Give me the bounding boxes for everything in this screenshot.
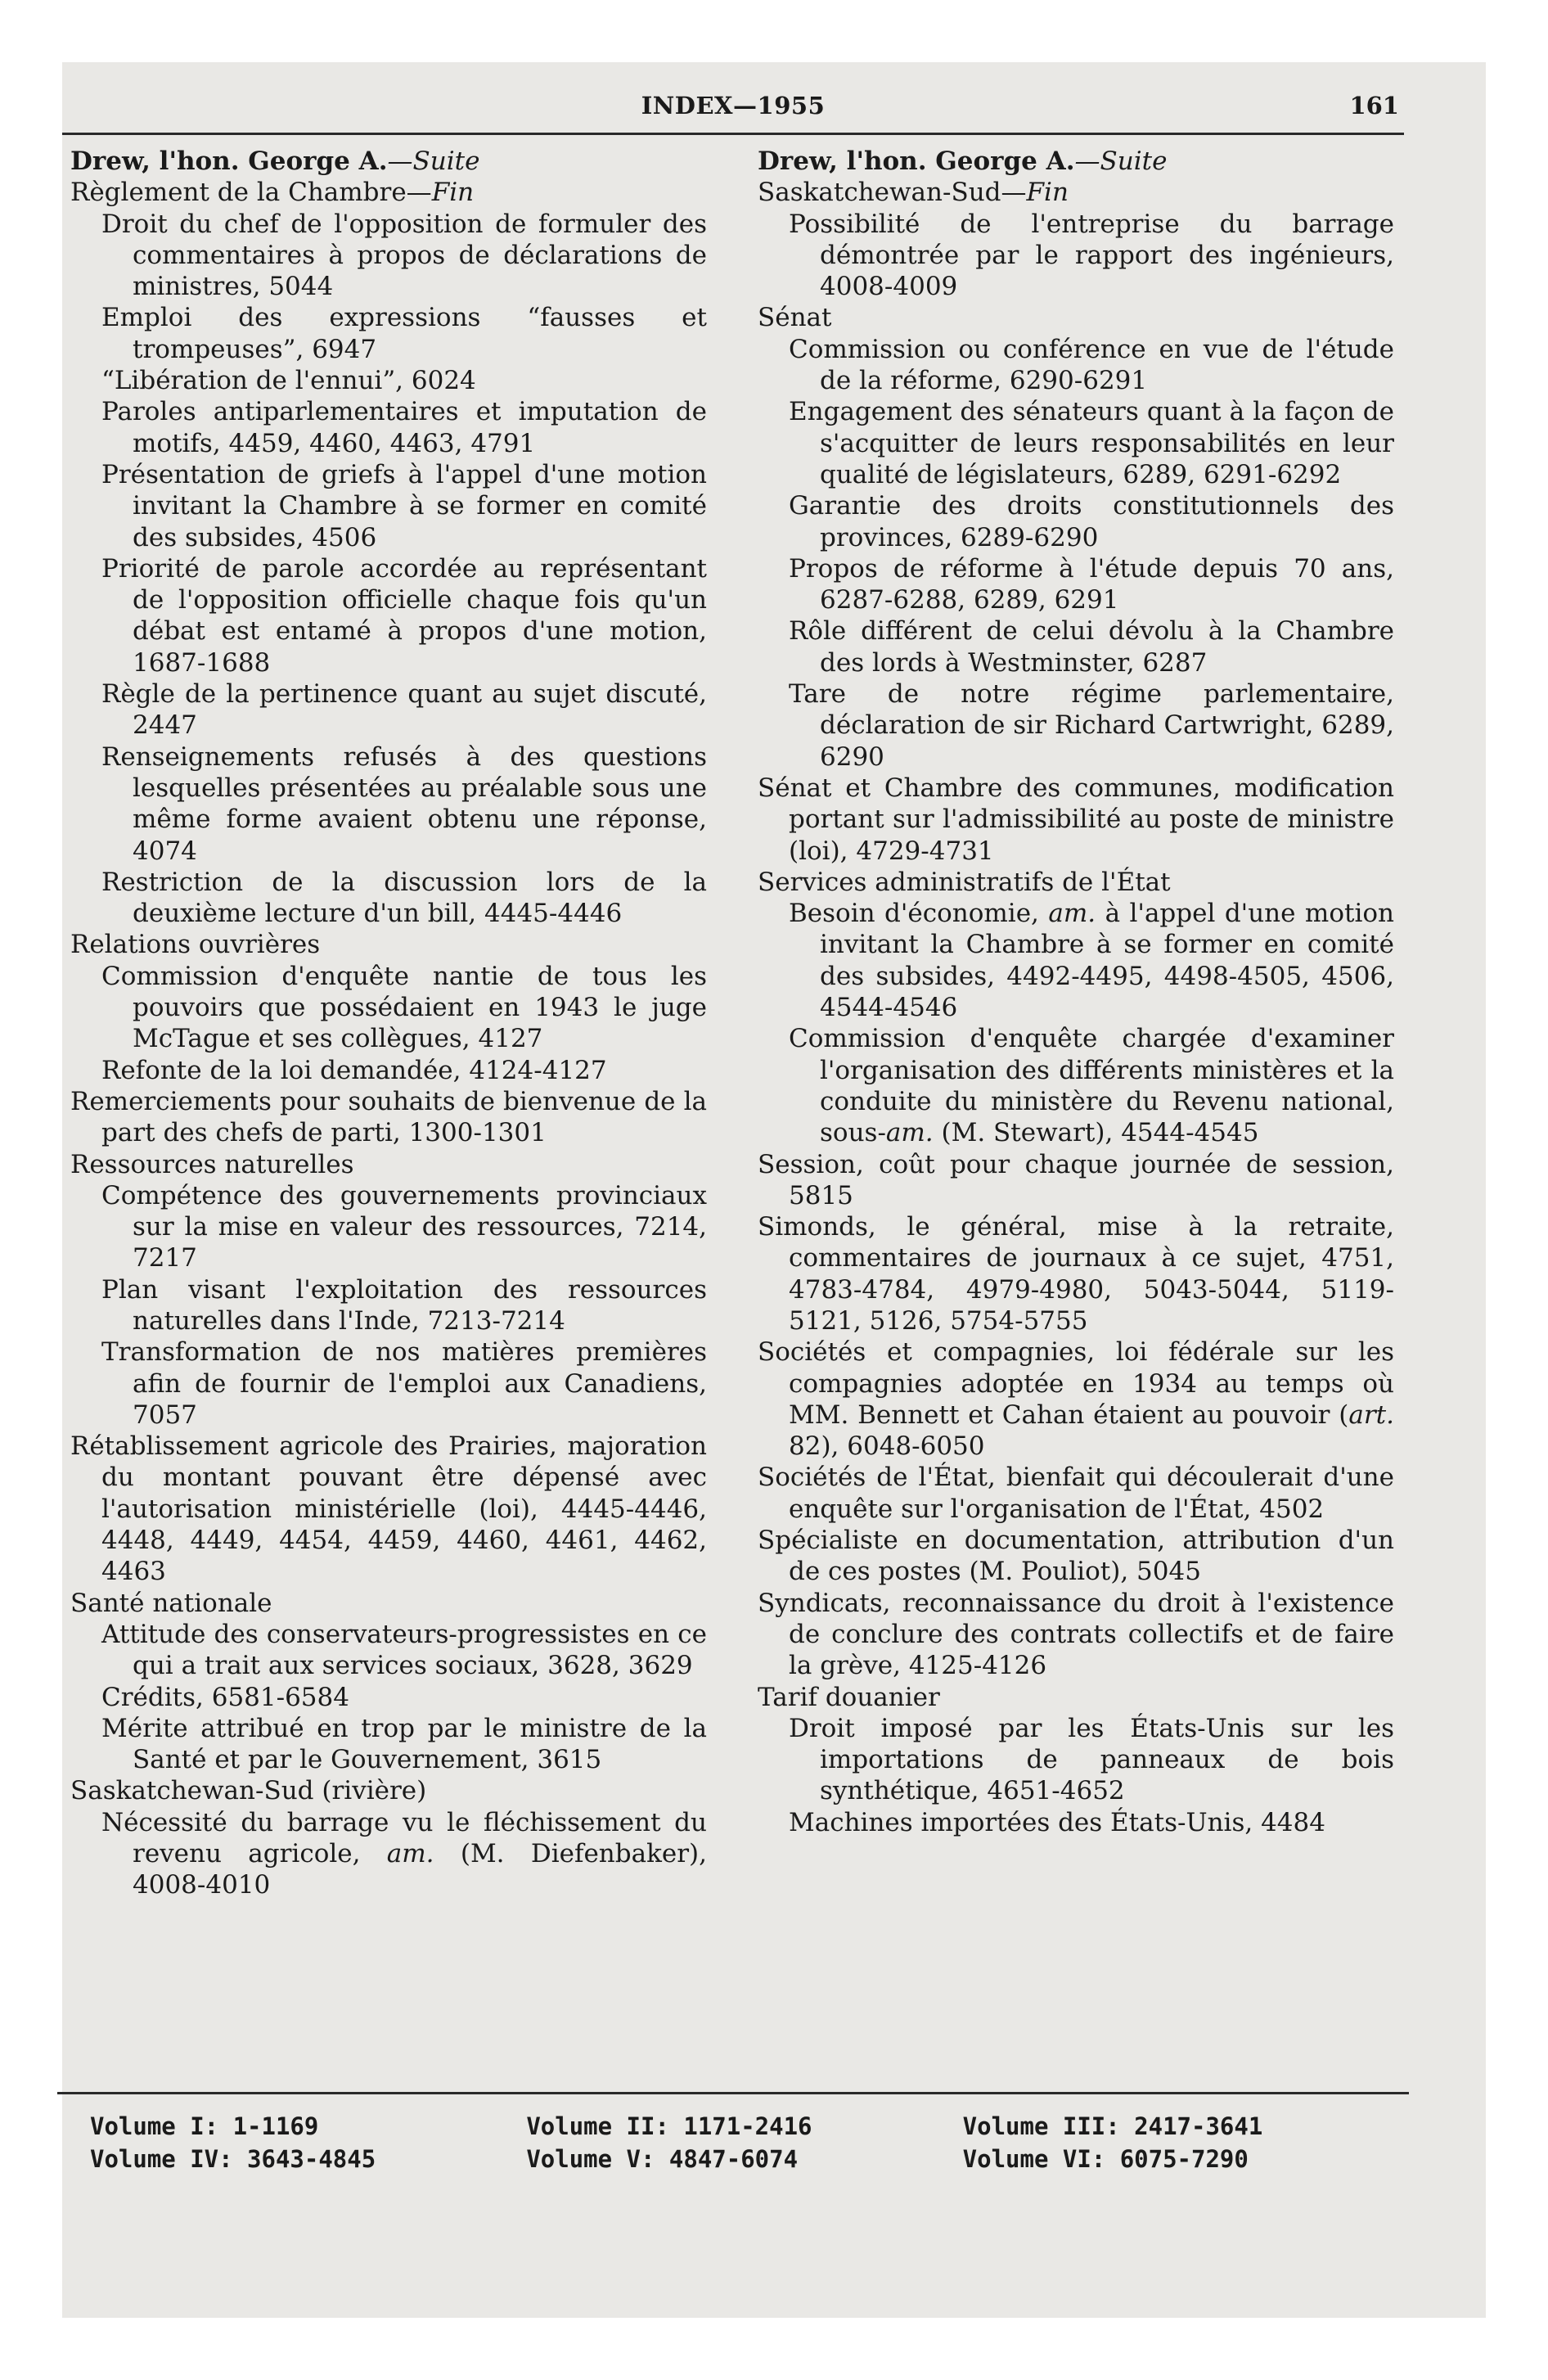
index-entry: Remerciements pour souhaits de bienvenue de la part des chefs de parti, 1300-1301	[70, 1086, 707, 1148]
index-entry: Mérite attribué en trop par le ministre de la Santé et par le Gouvernement, 3615	[101, 1713, 707, 1775]
index-entry: Spécialiste en documentation, attribution d'un de ces postes (M. Pouliot), 5045	[758, 1526, 1394, 1587]
index-entry: Tarif douanier	[758, 1682, 940, 1712]
footer-rule	[57, 2092, 1409, 2094]
index-entry: “Libération de l'ennui”, 6024	[101, 366, 476, 396]
index-entry: Commission d'enquête nantie de tous les pouvoirs que possédaient en 1943 le juge McTague et ses collègues, 4127	[101, 961, 707, 1054]
volume-row	[90, 2143, 1399, 2175]
index-entry: Priorité de parole accordée au représentant de l'opposition officielle chaque fois qu'un débat est entamé à propos d'une motion, 1687-1688	[101, 553, 707, 678]
running-head: Drew, l'hon. George A.—Suite	[758, 146, 1168, 176]
index-entries	[70, 177, 707, 1900]
index-entry: Nécessité du barrage vu le fléchissement du revenu agricole, am. (M. Diefenbaker), 4008-4010	[101, 1807, 707, 1900]
index-entry: Compétence des gouvernements provinciaux sur la mise en valeur des ressources, 7214, 7217	[101, 1180, 707, 1273]
index-entry: Tare de notre régime parlementaire, déclaration de sir Richard Cartwright, 6289, 6290	[789, 679, 1394, 772]
index-entry: Rôle différent de celui dévolu à la Chambre des lords à Westminster, 6287	[789, 616, 1394, 678]
index-entry: Renseignements refusés à des questions lesquelles présentées au préalable sous une même forme avaient obtenu une réponse, 4074	[101, 741, 707, 866]
volume-row	[90, 2110, 1399, 2143]
volume-range: Volume V: 4847-6074	[526, 2145, 799, 2173]
index-entry: Sociétés et compagnies, loi fédérale sur les compagnies adoptée en 1934 au temps où MM. Bennett et Cahan étaient au pouvoir (art. 82), 6048-6050	[758, 1337, 1394, 1462]
index-entry: Simonds, le général, mise à la retraite, commentaires de journaux à ce sujet, 4751, 4783-4784, 4979-4980, 5043-5044, 5119-5121, 5126, 5754-5755	[758, 1212, 1394, 1336]
index-entry: Possibilité de l'entreprise du barrage démontrée par le rapport des ingénieurs, 4008-4009	[789, 209, 1394, 302]
volume-range: Volume II: 1171-2416	[526, 2112, 812, 2140]
index-entry: Droit imposé par les États-Unis sur les importations de panneaux de bois synthétique, 4651-4652	[789, 1713, 1394, 1806]
index-entry: Machines importées des États-Unis, 4484	[789, 1807, 1325, 1837]
page-header	[62, 75, 1404, 135]
volume-range: Volume I: 1-1169	[90, 2112, 319, 2140]
index-entry: Saskatchewan-Sud—Fin	[758, 178, 1069, 208]
index-entry: Refonte de la loi demandée, 4124-4127	[101, 1055, 607, 1085]
index-entry: Plan visant l'exploitation des ressources naturelles dans l'Inde, 7213-7214	[101, 1274, 707, 1336]
index-entry: Droit du chef de l'opposition de formuler des commentaires à propos de déclarations de ministres, 5044	[101, 209, 707, 302]
index-entry: Attitude des conservateurs-progressistes en ce qui a trait aux services sociaux, 3628, 3629	[101, 1619, 707, 1681]
index-entry: Relations ouvrières	[70, 930, 321, 960]
index-entry: Session, coût pour chaque journée de session, 5815	[758, 1149, 1394, 1210]
index-entry: Règlement de la Chambre—Fin	[70, 178, 475, 208]
index-entry: Paroles antiparlementaires et imputation de motifs, 4459, 4460, 4463, 4791	[101, 397, 707, 458]
index-entry: Sociétés de l'État, bienfait qui découlerait d'une enquête sur l'organisation de l'État, 4502	[758, 1463, 1394, 1524]
index-entry: Commission ou conférence en vue de l'étude de la réforme, 6290-6291	[789, 334, 1394, 396]
index-entry: Syndicats, reconnaissance du droit à l'existence de conclure des contrats collectifs et de faire la grève, 4125-4126	[758, 1588, 1394, 1681]
index-entry: Services administratifs de l'État	[758, 867, 1171, 897]
index-entry: Santé nationale	[70, 1588, 272, 1618]
volume-ranges	[90, 2110, 1399, 2175]
index-entry: Emploi des expressions “fausses et trompeuses”, 6947	[101, 303, 707, 364]
index-entry: Garantie des droits constitutionnels des provinces, 6289-6290	[789, 491, 1394, 552]
index-entry: Ressources naturelles	[70, 1149, 354, 1179]
volume-range: Volume III: 2417-3641	[962, 2112, 1263, 2140]
index-entry: Sénat	[758, 303, 832, 333]
index-entry: Règle de la pertinence quant au sujet discuté, 2447	[101, 679, 707, 741]
index-entry: Engagement des sénateurs quant à la façon de s'acquitter de leurs responsabilités en leur qualité de législateurs, 6289, 6291-6292	[789, 397, 1394, 489]
index-entries	[758, 177, 1394, 1838]
page-title: INDEX—1955	[641, 92, 826, 119]
index-entry: Transformation de nos matières premières afin de fournir de l'emploi aux Canadiens, 7057	[101, 1337, 707, 1430]
index-entry: Rétablissement agricole des Prairies, majoration du montant pouvant être dépensé avec l'autorisation ministérielle (loi), 4445-4446, 4448, 4449, 4454, 4459, 4460, 4461, 4462, 4463	[70, 1431, 707, 1587]
running-head: Drew, l'hon. George A.—Suite	[70, 146, 480, 176]
left-column	[70, 146, 707, 1901]
right-column	[758, 146, 1394, 1838]
index-entry: Restriction de la discussion lors de la deuxième lecture d'un bill, 4445-4446	[101, 867, 707, 929]
index-entry: Commission d'enquête chargée d'examiner l'organisation des différents ministères et la conduite du ministère du Revenu national, sous-am. (M. Stewart), 4544-4545	[789, 1024, 1394, 1148]
index-entry: Crédits, 6581-6584	[101, 1682, 349, 1712]
index-entry: Sénat et Chambre des communes, modification portant sur l'admissibilité au poste de ministre (loi), 4729-4731	[758, 773, 1394, 866]
index-entry: Présentation de griefs à l'appel d'une motion invitant la Chambre à se former en comité des subsides, 4506	[101, 459, 707, 552]
volume-range: Volume IV: 3643-4845	[90, 2145, 376, 2173]
volume-range: Volume VI: 6075-7290	[962, 2145, 1249, 2173]
index-entry: Saskatchewan-Sud (rivière)	[70, 1776, 427, 1806]
index-entry: Propos de réforme à l'étude depuis 70 ans, 6287-6288, 6289, 6291	[789, 553, 1394, 615]
page-number: 161	[1349, 92, 1399, 119]
index-entry: Besoin d'économie, am. à l'appel d'une motion invitant la Chambre à se former en comité des subsides, 4492-4495, 4498-4505, 4506, 4544-4546	[789, 899, 1394, 1023]
